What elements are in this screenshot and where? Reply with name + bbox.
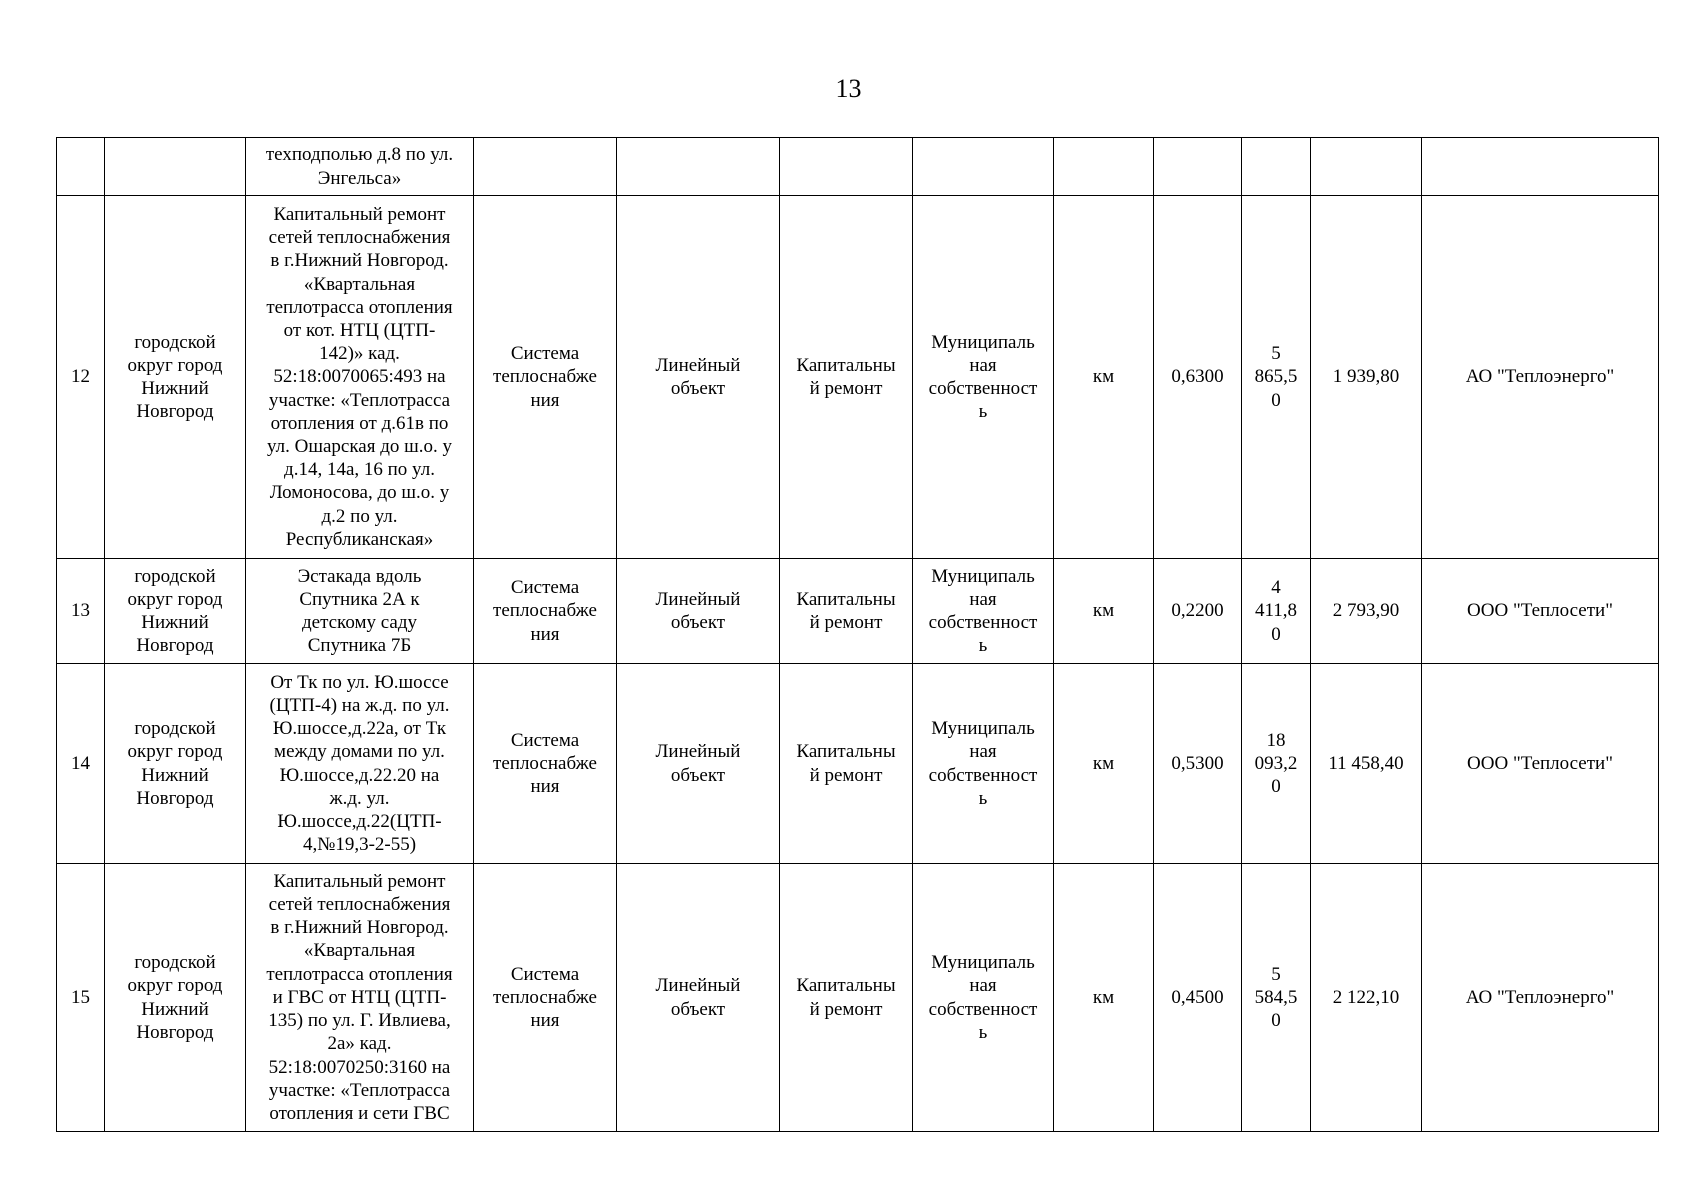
cost-cell: 4 411,8 0 [1242,559,1311,664]
description-cell: От Тк по ул. Ю.шоссе (ЦТП-4) на ж.д. по ул. Ю.шоссе,д.22а, от Тк между домами по ул. Ю.шоссе,д.22.20 на ж.д. ул. Ю.шоссе,д.22(ЦТП- 4,№19,3-2-55) [246,664,474,864]
length-cell: 0,6300 [1154,196,1242,559]
description-cell: техподполью д.8 по ул. Энгельса» [246,138,474,196]
municipality-cell: городской округ город Нижний Новгород [105,664,246,864]
work-type-cell: Капитальны й ремонт [780,864,913,1132]
page-number: 13 [835,74,862,103]
object-type-cell: Линейный объект [617,559,780,664]
unit-cell: км [1054,196,1154,559]
municipality-cell: городской округ город Нижний Новгород [105,559,246,664]
table-row [57,196,1659,559]
municipality-cell: городской округ город Нижний Новгород [105,196,246,559]
municipality-cell [105,138,246,196]
length-cell: 0,4500 [1154,864,1242,1132]
object-type-cell: Линейный объект [617,196,780,559]
cost2-cell: 11 458,40 [1311,664,1422,864]
cost-cell: 18 093,2 0 [1242,664,1311,864]
ownership-cell [913,138,1054,196]
cost-cell: 5 865,5 0 [1242,196,1311,559]
cost2-cell: 2 122,10 [1311,864,1422,1132]
cost2-cell [1311,138,1422,196]
work-type-cell: Капитальны й ремонт [780,664,913,864]
ownership-cell: Муниципаль ная собственност ь [913,664,1054,864]
row-number: 13 [57,559,105,664]
system-cell: Система теплоснабже ния [474,864,617,1132]
description-cell: Капитальный ремонт сетей теплоснабжения в г.Нижний Новгород. «Квартальная теплотрасса отопления и ГВС от НТЦ (ЦТП- 135) по ул. Г. Ивлиева, 2а» кад. 52:18:0070250:3160 на участке: «Теплотрасса отопления и сети ГВС [246,864,474,1132]
ownership-cell: Муниципаль ная собственност ь [913,196,1054,559]
organization-cell: ООО "Теплосети" [1422,559,1659,664]
description-cell: Капитальный ремонт сетей теплоснабжения в г.Нижний Новгород. «Квартальная теплотрасса отопления от кот. НТЦ (ЦТП- 142)» кад. 52:18:0070065:493 на участке: «Теплотрасса отопления от д.61в по ул. Ошарская до ш.о. у д.14, 14а, 16 по ул. Ломоносова, до ш.о. у д.2 по ул. Республиканская» [246,196,474,559]
table-row [57,664,1659,864]
unit-cell: км [1054,664,1154,864]
system-cell: Система теплоснабже ния [474,664,617,864]
system-cell [474,138,617,196]
table-row [57,559,1659,664]
row-number [57,138,105,196]
table-row [57,138,1659,196]
length-cell: 0,5300 [1154,664,1242,864]
unit-cell: км [1054,864,1154,1132]
object-type-cell: Линейный объект [617,864,780,1132]
row-number: 15 [57,864,105,1132]
system-cell: Система теплоснабже ния [474,559,617,664]
organization-cell: АО "Теплоэнерго" [1422,864,1659,1132]
cost2-cell: 1 939,80 [1311,196,1422,559]
organization-cell [1422,138,1659,196]
system-cell: Система теплоснабже ния [474,196,617,559]
table-row [57,864,1659,1132]
ownership-cell: Муниципаль ная собственност ь [913,559,1054,664]
object-type-cell [617,138,780,196]
work-type-cell: Капитальны й ремонт [780,559,913,664]
object-type-cell: Линейный объект [617,664,780,864]
length-cell: 0,2200 [1154,559,1242,664]
organization-cell: АО "Теплоэнерго" [1422,196,1659,559]
organization-cell: ООО "Теплосети" [1422,664,1659,864]
data-table [56,137,1659,1132]
work-type-cell: Капитальны й ремонт [780,196,913,559]
unit-cell: км [1054,559,1154,664]
unit-cell [1054,138,1154,196]
ownership-cell: Муниципаль ная собственност ь [913,864,1054,1132]
row-number: 14 [57,664,105,864]
municipality-cell: городской округ город Нижний Новгород [105,864,246,1132]
work-type-cell [780,138,913,196]
length-cell [1154,138,1242,196]
cost2-cell: 2 793,90 [1311,559,1422,664]
description-cell: Эстакада вдоль Спутника 2А к детскому саду Спутника 7Б [246,559,474,664]
cost-cell: 5 584,5 0 [1242,864,1311,1132]
cost-cell [1242,138,1311,196]
row-number: 12 [57,196,105,559]
